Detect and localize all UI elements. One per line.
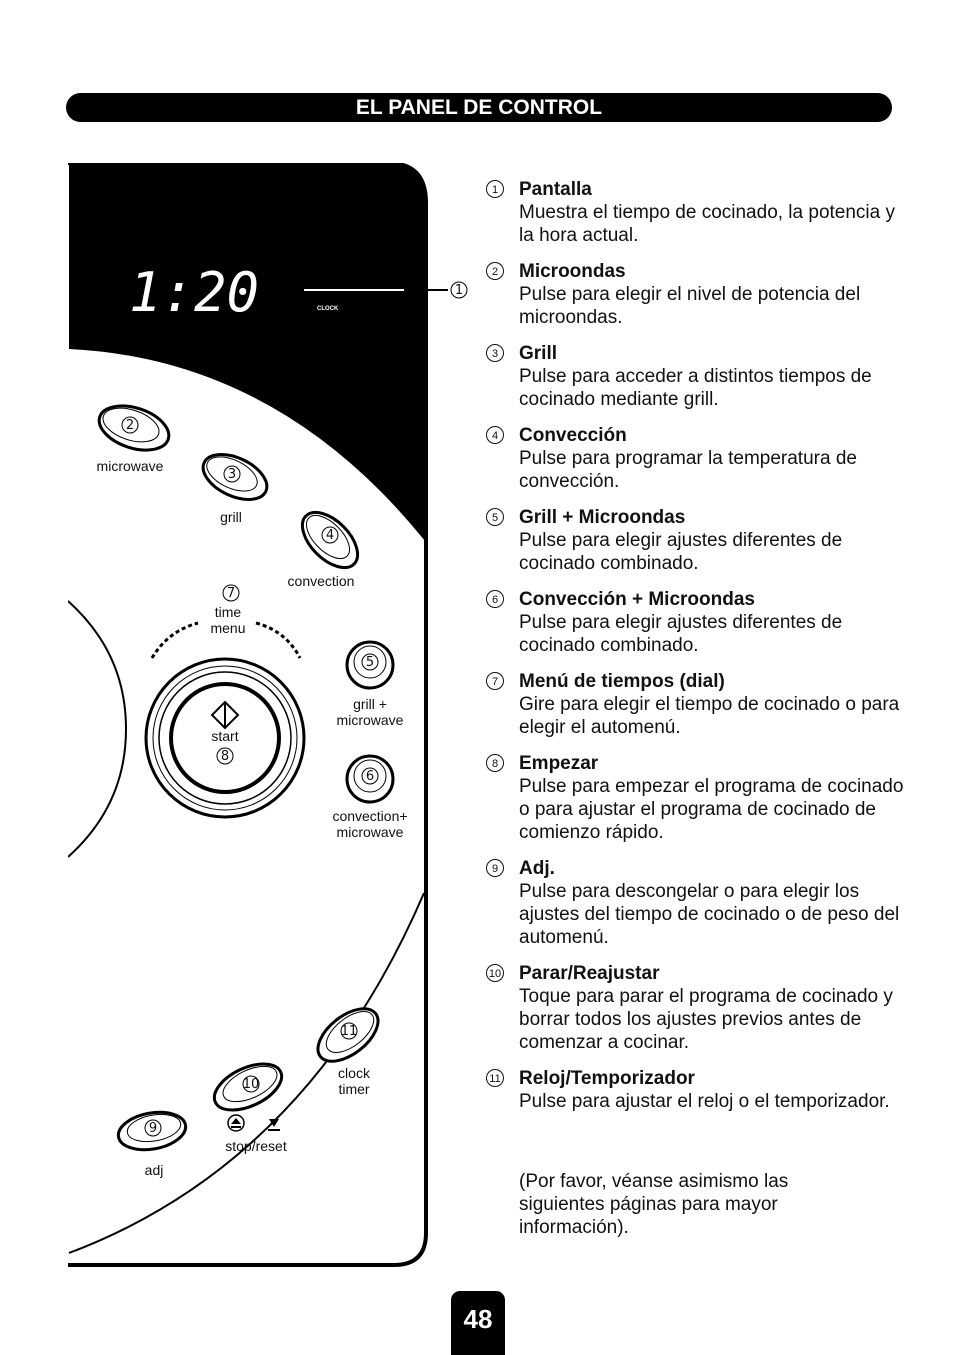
list-item: 11 Reloj/Temporizador Pulse para ajustar el reloj o el temporizador. xyxy=(486,1067,906,1113)
convection-microwave-button[interactable] xyxy=(347,756,393,802)
display-time: 1:20 xyxy=(128,261,260,324)
section-title: EL PANEL DE CONTROL xyxy=(66,93,892,122)
descriptions-list xyxy=(486,178,906,1126)
list-item: 4 Convección Pulse para programar la temperatura de convección. xyxy=(486,424,906,493)
microwave-button[interactable] xyxy=(94,398,175,458)
clock-timer-label: clock xyxy=(338,1065,370,1081)
start-number: 8 xyxy=(220,749,230,764)
list-item: 10 Parar/Reajustar Toque para parar el programa de cocinado y borrar todos los ajustes previos antes de comenzar a cocinar. xyxy=(486,962,906,1054)
convection-microwave-label: convection+ xyxy=(332,808,408,824)
display-clock-indicator: CLOCK xyxy=(317,306,339,312)
start-button[interactable] xyxy=(171,684,279,792)
svg-text:5: 5 xyxy=(365,655,375,670)
time-menu-label: time xyxy=(214,604,242,620)
convection-microwave-label-2: microwave xyxy=(336,824,404,840)
clock-timer-label-2: timer xyxy=(338,1081,370,1097)
list-item: 1 Pantalla Muestra el tiempo de cocinado, la potencia y la hora actual. xyxy=(486,178,906,247)
svg-text:10: 10 xyxy=(242,1077,260,1092)
list-item: 7 Menú de tiempos (dial) Gire para elegir el tiempo de cocinado o para elegir el automenú. xyxy=(486,670,906,739)
time-menu-number: 7 xyxy=(226,586,236,601)
svg-text:9: 9 xyxy=(148,1121,158,1136)
grill-microwave-label-2: microwave xyxy=(336,712,404,728)
callout-number: 1 xyxy=(454,283,464,298)
list-item: 5 Grill + Microondas Pulse para elegir ajustes diferentes de cocinado combinado. xyxy=(486,506,906,575)
list-item: 6 Convección + Microondas Pulse para elegir ajustes diferentes de cocinado combinado. xyxy=(486,588,906,657)
grill-microwave-button[interactable] xyxy=(347,642,393,688)
list-item: 2 Microondas Pulse para elegir el nivel de potencia del microondas. xyxy=(486,260,906,329)
time-menu-label-2: menu xyxy=(210,620,246,636)
eject-icon xyxy=(228,1115,244,1131)
svg-text:2: 2 xyxy=(125,418,135,433)
control-panel-diagram xyxy=(68,163,488,1269)
microwave-label: microwave xyxy=(96,458,164,474)
svg-text:3: 3 xyxy=(227,467,237,482)
convection-label: convection xyxy=(287,573,355,589)
page-number: 48 xyxy=(451,1291,505,1355)
list-item: 8 Empezar Pulse para empezar el programa de cocinado o para ajustar el programa de cocinado de comienzo rápido. xyxy=(486,752,906,844)
clock-timer-button[interactable] xyxy=(309,998,388,1071)
stop-reset-label: stop/reset xyxy=(225,1138,287,1154)
stop-reset-button[interactable] xyxy=(207,1055,288,1120)
grill-label: grill xyxy=(220,509,242,525)
svg-text:11: 11 xyxy=(340,1024,358,1039)
svg-text:6: 6 xyxy=(365,769,375,784)
convection-button[interactable] xyxy=(293,503,368,578)
adj-button[interactable] xyxy=(115,1107,188,1154)
list-item: 3 Grill Pulse para acceder a distintos tiempos de cocinado mediante grill. xyxy=(486,342,906,411)
grill-button[interactable] xyxy=(196,445,274,508)
grill-microwave-label: grill + xyxy=(353,696,387,712)
footnote: (Por favor, véanse asimismo las siguientes páginas para mayor información). xyxy=(519,1171,789,1238)
list-item: 9 Adj. Pulse para descongelar o para elegir los ajustes del tiempo de cocinado o de peso del automenú. xyxy=(486,857,906,949)
adj-label: adj xyxy=(144,1162,164,1178)
svg-text:4: 4 xyxy=(325,528,335,543)
start-label: start xyxy=(211,728,239,744)
